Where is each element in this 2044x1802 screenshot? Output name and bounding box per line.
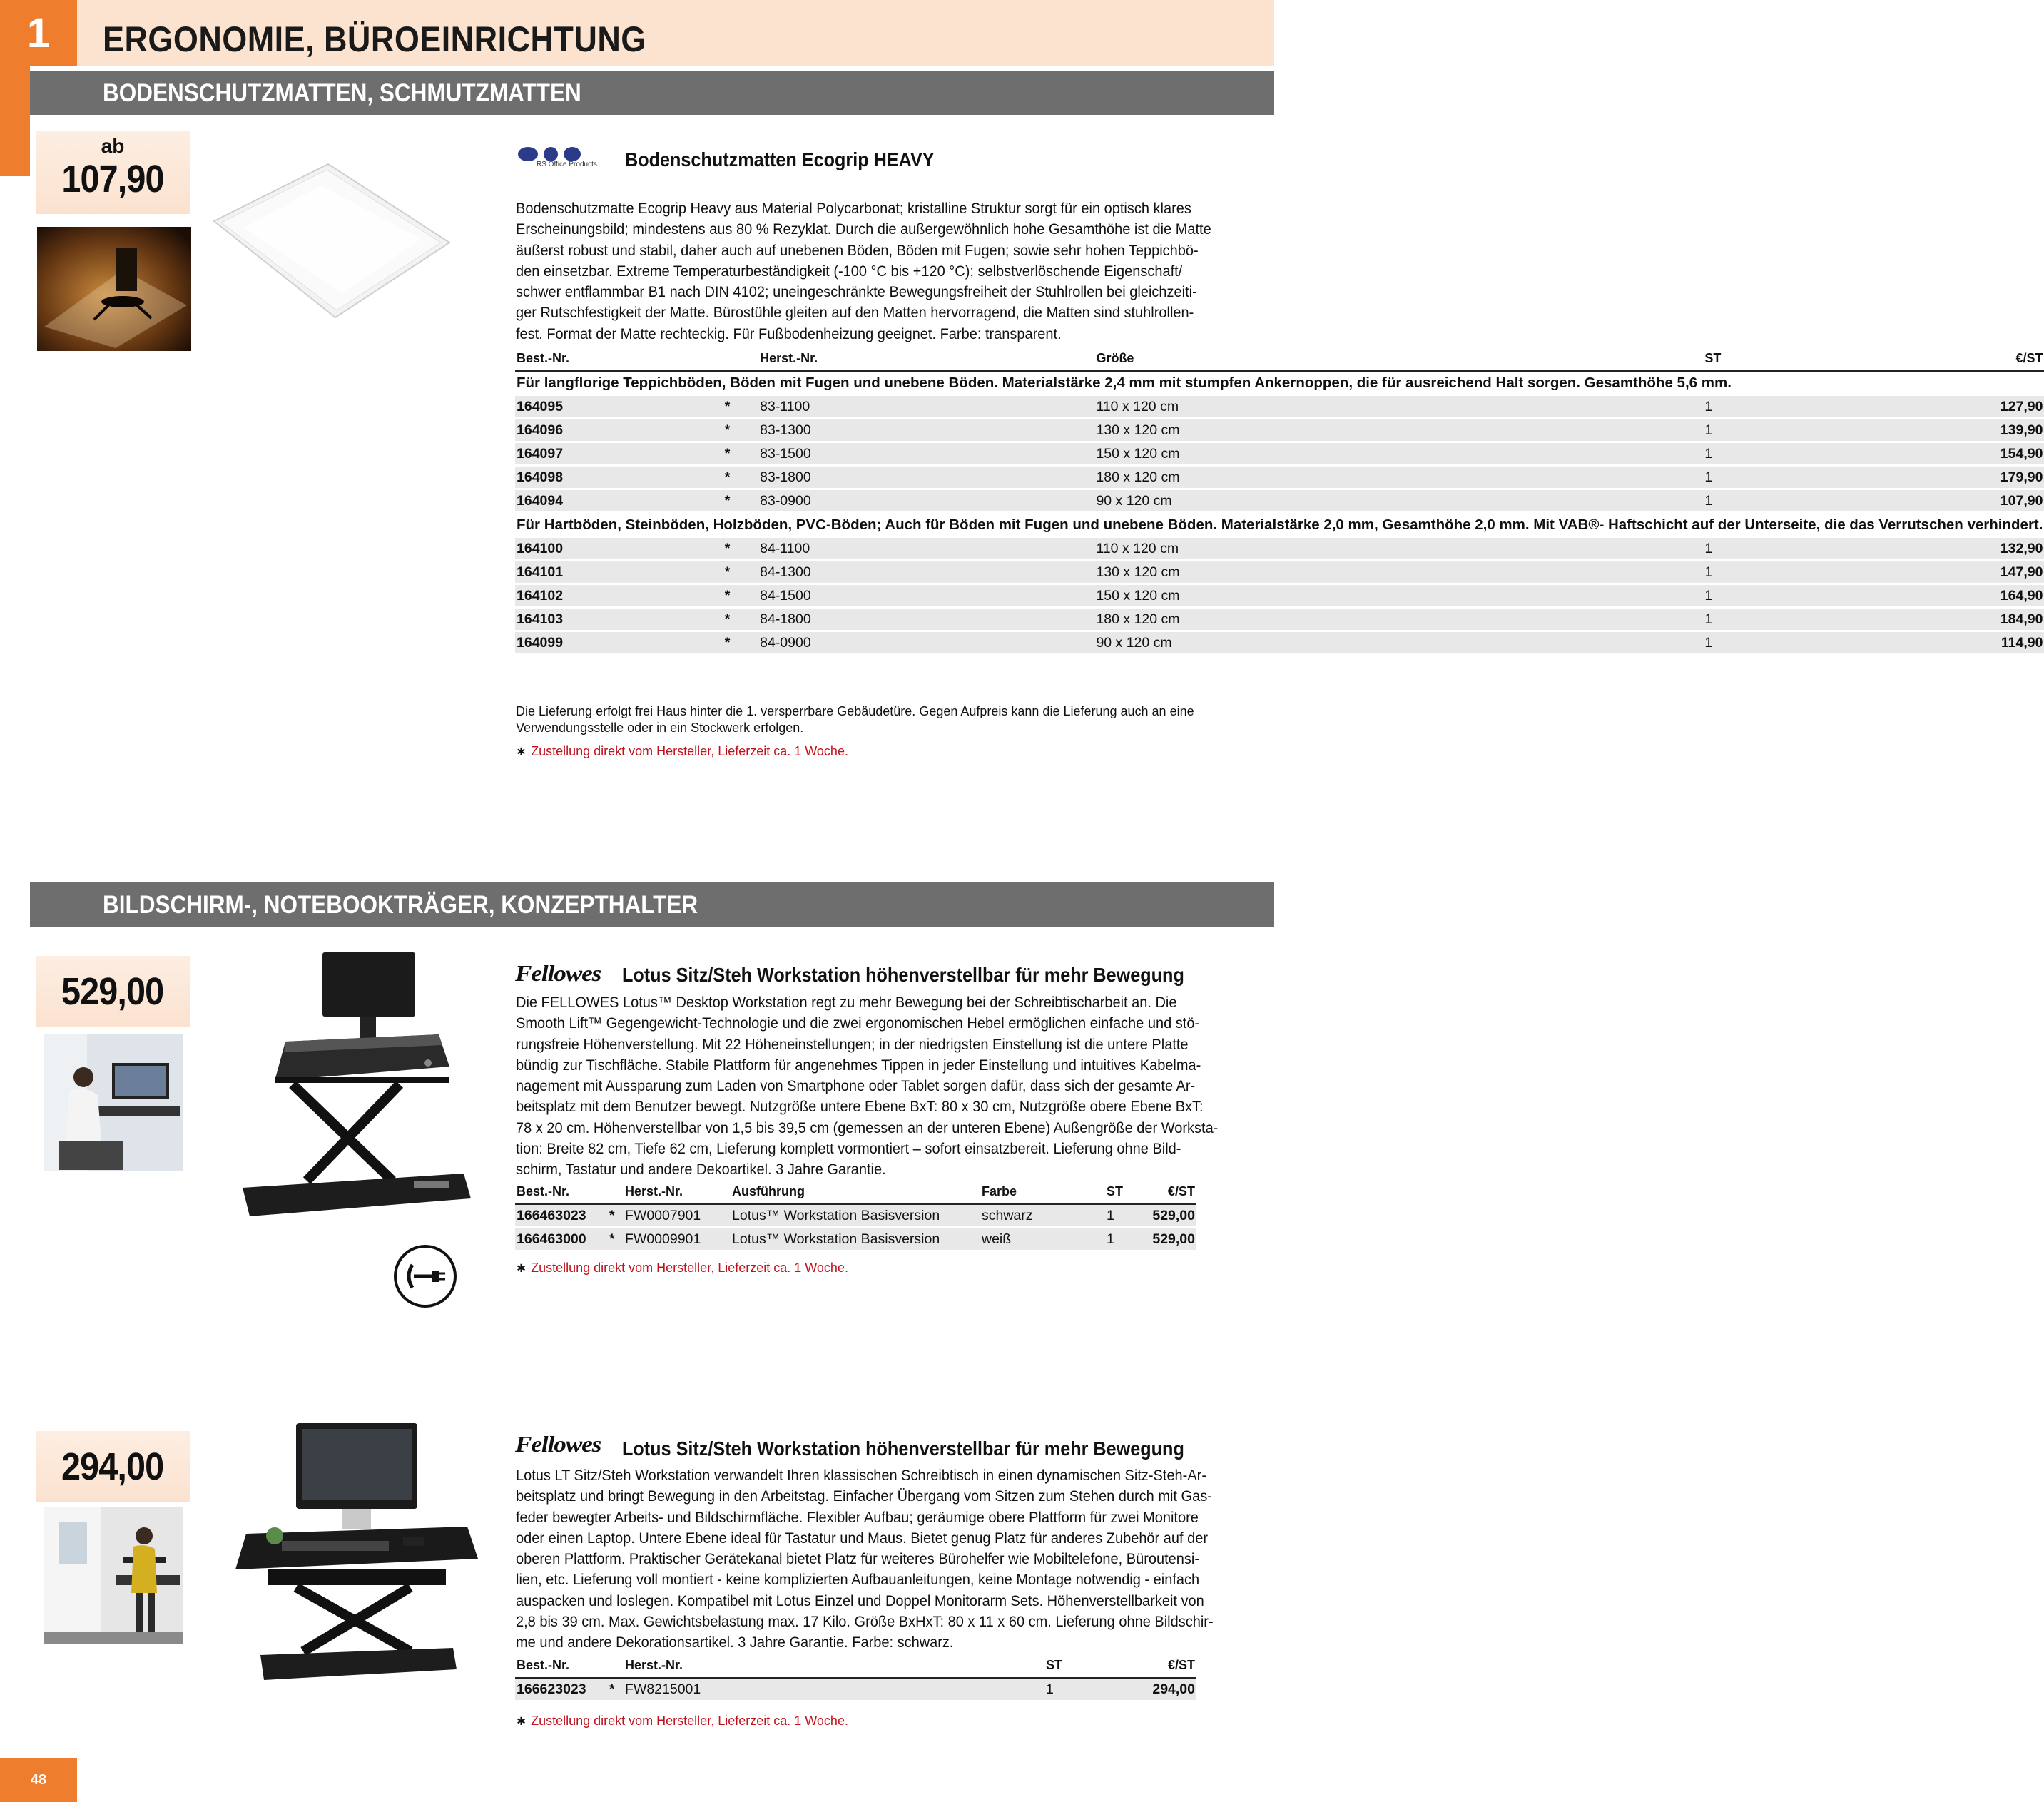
description-line: beitsplatz mit dem Benutzer bewegt. Nutzgröße untere Ebene BxT: 80 x 30 cm, Nutzgröße obere Ebene BxT: <box>516 1098 1204 1116</box>
cell-best-nr: 164102 <box>515 584 723 608</box>
cell-star: * <box>723 466 758 489</box>
cell-herst-nr: 84-1800 <box>758 608 1094 631</box>
cell-herst-nr: 84-1100 <box>758 537 1094 561</box>
cell-price: 184,90 <box>1864 608 2044 631</box>
description-line: beitsplatz und bringt Bewegung in den Arbeitstag. Einfacher Übergang vom Sitzen zum Stehen durch mit Gas- <box>516 1487 1212 1505</box>
cell-price: 127,90 <box>1864 395 2044 419</box>
cell-variant: Lotus™ Workstation Basisversion <box>731 1228 980 1251</box>
cell-st: 1 <box>1703 537 1863 561</box>
col-header-st: ST <box>1703 348 1863 371</box>
cell-star: * <box>723 489 758 513</box>
cell-star: * <box>723 561 758 584</box>
cell-best-nr: 164103 <box>515 608 723 631</box>
product-title-ecogrip: Bodenschutzmatten Ecogrip HEAVY <box>625 148 935 170</box>
cell-st: 1 <box>1105 1228 1141 1251</box>
cell-price: 139,90 <box>1864 419 2044 442</box>
col-header-st: ST <box>1105 1181 1141 1204</box>
brand-logo-fellowes: Fellowes <box>515 960 601 986</box>
section-title: BILDSCHIRM-, NOTEBOOKTRÄGER, KONZEPTHALTER <box>103 891 698 919</box>
product-image-lotus-lt-workstation <box>196 1416 489 1701</box>
cell-st: 1 <box>1703 442 1863 466</box>
description-line: nagement mit Aussparung zum Laden von Smartphone oder Tablet sorgen dafür, dass sich der gesamte Ar- <box>516 1077 1196 1095</box>
brand-name: RS Office Products <box>537 161 597 168</box>
price-value: 294,00 <box>61 1445 164 1488</box>
description-line: Smooth Lift™ Gegengewicht-Technologie und die zwei ergonomischen Hebel ermöglichen einfache und stö- <box>516 1014 1200 1032</box>
cell-size: 130 x 120 cm <box>1094 561 1703 584</box>
table-row <box>515 608 2044 631</box>
group-description-2: Für Hartböden, Steinböden, Holzböden, PVC-Böden; Auch für Böden mit Fugen und unebene Böden. Materialstärke 2,0 mm, Gesamthöhe 2,0 mm. Mit VAB®- Haftschicht auf der Unterseite, die das Verrutschen verhindert. <box>515 513 2044 537</box>
product-description-lotus-lt <box>516 1465 1214 1654</box>
col-header-herst-nr: Herst.-Nr. <box>624 1655 1044 1678</box>
table-row <box>515 489 2044 513</box>
col-header-price: €/ST <box>1141 1181 1196 1204</box>
cell-herst-nr: 83-1500 <box>758 442 1094 466</box>
table-row <box>515 395 2044 419</box>
col-header-farbe: Farbe <box>980 1181 1105 1204</box>
product-image-lotus-workstation <box>200 945 478 1238</box>
table-row <box>515 537 2044 561</box>
page-title: ERGONOMIE, BÜROEINRICHTUNG <box>103 19 646 59</box>
description-line: schwer entflammbar B1 nach DIN 4102; uneingeschränkte Bewegungsfreiheit der Stuhlrollen bei gleichzeiti- <box>516 283 1197 301</box>
col-header-price: €/ST <box>1864 348 2044 371</box>
description-line: feder bewegter Arbeits- und Bildschirmfläche. Flexibler Aufbau; geräumige obere Plattform für zwei Monitore <box>516 1508 1199 1526</box>
cell-star: * <box>723 419 758 442</box>
cell-herst-nr: 84-0900 <box>758 631 1094 655</box>
price-box-lotus-lt <box>36 1431 190 1502</box>
cell-star: * <box>608 1204 624 1228</box>
description-line: bündig zur Tischfläche. Stabile Plattform für angenehmes Tippen in jeder Einstellung und intuitives Kabelma- <box>516 1056 1201 1074</box>
cell-star: * <box>723 442 758 466</box>
product-title-lotus: Lotus Sitz/Steh Workstation höhenverstellbar für mehr Bewegung <box>622 964 1184 986</box>
section-title: BODENSCHUTZMATTEN, SCHMUTZMATTEN <box>103 79 581 107</box>
asterisk-icon: ∗ <box>516 1261 527 1275</box>
cell-size: 180 x 120 cm <box>1094 608 1703 631</box>
table-row <box>515 584 2044 608</box>
col-header-best-nr: Best.-Nr. <box>515 1181 608 1204</box>
cell-best-nr: 166623023 <box>515 1678 608 1701</box>
delivery-note <box>516 1714 848 1729</box>
cell-st: 1 <box>1105 1204 1141 1228</box>
cell-price: 529,00 <box>1141 1228 1196 1251</box>
cell-st: 1 <box>1703 395 1863 419</box>
section-bar-bildschirmtraeger <box>30 882 1274 927</box>
col-header-best-nr: Best.-Nr. <box>515 1655 608 1678</box>
cell-size: 90 x 120 cm <box>1094 631 1703 655</box>
cell-star: * <box>723 608 758 631</box>
cell-star: * <box>723 537 758 561</box>
cell-herst-nr: 83-1300 <box>758 419 1094 442</box>
delivery-note <box>516 744 848 759</box>
col-header-price: €/ST <box>1116 1655 1196 1678</box>
cell-size: 110 x 120 cm <box>1094 537 1703 561</box>
table-row <box>515 1204 1196 1228</box>
cell-st: 1 <box>1703 419 1863 442</box>
product-photo-lotus-lt-office <box>44 1507 183 1644</box>
delivery-note <box>516 1261 848 1276</box>
page-number: 48 <box>0 1758 77 1802</box>
cell-best-nr: 164095 <box>515 395 723 419</box>
price-box-lotus <box>36 956 190 1027</box>
col-header-herst-nr: Herst.-Nr. <box>624 1181 731 1204</box>
cell-herst-nr: 84-1300 <box>758 561 1094 584</box>
cell-price: 294,00 <box>1116 1678 1196 1701</box>
description-line: äußerst robust und stabil, daher auch auf unebenen Böden, Böden mit Fugen; sowie sehr hohen Teppichbö- <box>516 241 1199 259</box>
cell-best-nr: 164099 <box>515 631 723 655</box>
description-line: Erscheinungsbild; mindestens aus 80 % Rezyklat. Durch die außergewöhnlich hohe Gesamthöhe ist die Matte <box>516 220 1211 238</box>
col-header-st: ST <box>1044 1655 1116 1678</box>
cell-size: 180 x 120 cm <box>1094 466 1703 489</box>
side-accent-strip <box>0 66 30 176</box>
price-prefix: ab <box>101 135 125 157</box>
table-row <box>515 419 2044 442</box>
description-line: den einsetzbar. Extreme Temperaturbeständigkeit (-100 °C bis +120 °C); selbstverlöschende Eigenschaft/ <box>516 262 1183 280</box>
cell-best-nr: 164101 <box>515 561 723 584</box>
chapter-number: 1 <box>0 0 77 66</box>
cell-size: 110 x 120 cm <box>1094 395 1703 419</box>
cell-color: weiß <box>980 1228 1105 1251</box>
section-bar-bodenschutzmatten <box>30 71 1274 115</box>
price-box-ecogrip <box>36 131 190 214</box>
description-line: auspacken und loslegen. Kompatibel mit Lotus Einzel und Doppel Monitorarm Sets. Höhenverstellbarkeit von <box>516 1592 1204 1609</box>
col-header-herst-nr: Herst.-Nr. <box>758 348 1094 371</box>
description-line: rungsfreie Höhenverstellung. Mit 22 Höheneinstellungen; in der niedrigsten Einstellung ist die untere Platte <box>516 1035 1189 1053</box>
product-table-ecogrip <box>515 348 2044 656</box>
delivery-info-note: Die Lieferung erfolgt frei Haus hinter die 1. versperrbare Gebäudetüre. Gegen Aufpreis kann die Lieferung auch an eine Verwendungsstelle oder in ein Stockwerk erfolgen. <box>516 704 1194 735</box>
price-value: 529,00 <box>61 970 164 1013</box>
cell-price: 529,00 <box>1141 1204 1196 1228</box>
cell-size: 90 x 120 cm <box>1094 489 1703 513</box>
electric-plug-icon <box>392 1243 458 1309</box>
description-line: oder einen Laptop. Untere Ebene ideal für Tastatur und Maus. Bietet genug Platz für anderes Zubehör auf der <box>516 1529 1209 1547</box>
cell-st: 1 <box>1703 561 1863 584</box>
cell-price: 114,90 <box>1864 631 2044 655</box>
cell-size: 150 x 120 cm <box>1094 442 1703 466</box>
col-header-best-nr: Best.-Nr. <box>515 348 723 371</box>
asterisk-icon: ∗ <box>516 1714 527 1728</box>
cell-st: 1 <box>1703 489 1863 513</box>
cell-price: 164,90 <box>1864 584 2044 608</box>
description-line: Die FELLOWES Lotus™ Desktop Workstation regt zu mehr Bewegung bei der Schreibtischarbeit an. Die <box>516 994 1177 1011</box>
cell-price: 154,90 <box>1864 442 2044 466</box>
cell-price: 107,90 <box>1864 489 2044 513</box>
cell-star: * <box>608 1228 624 1251</box>
product-photo-lotus-office <box>44 1034 183 1171</box>
cell-price: 179,90 <box>1864 466 2044 489</box>
description-line: tion: Breite 82 cm, Tiefe 62 cm, Lieferung komplett vormontiert – sofort einsatzbereit. Lieferung ohne Bild- <box>516 1140 1181 1158</box>
delivery-note-text: Zustellung direkt vom Hersteller, Lieferzeit ca. 1 Woche. <box>531 1261 848 1275</box>
cell-star: * <box>723 395 758 419</box>
cell-herst-nr: 83-1800 <box>758 466 1094 489</box>
brand-logo-fellowes: Fellowes <box>515 1431 601 1457</box>
price-value: 107,90 <box>61 158 164 200</box>
group-description-1: Für langflorige Teppichböden, Böden mit Fugen und unebene Böden. Materialstärke 2,4 mm mit stumpfen Ankernoppen, die für ausreichend Halt sorgen. Gesamthöhe 5,6 mm. <box>515 371 2044 395</box>
description-line: 78 x 20 cm. Höhenverstellbar von 1,5 bis 39,5 cm (gemessen an der unteren Ebene) Außengröße der Worksta- <box>516 1119 1219 1136</box>
cell-herst-nr: 83-1100 <box>758 395 1094 419</box>
table-row <box>515 466 2044 489</box>
brand-logo-rs-office-products <box>515 144 621 170</box>
cell-best-nr: 164098 <box>515 466 723 489</box>
cell-size: 130 x 120 cm <box>1094 419 1703 442</box>
cell-color: schwarz <box>980 1204 1105 1228</box>
table-row <box>515 1228 1196 1251</box>
cell-herst-nr: FW0007901 <box>624 1204 731 1228</box>
cell-herst-nr: 84-1500 <box>758 584 1094 608</box>
cell-best-nr: 164100 <box>515 537 723 561</box>
product-title-lotus-lt: Lotus Sitz/Steh Workstation höhenverstellbar für mehr Bewegung <box>622 1437 1184 1460</box>
cell-star: * <box>723 584 758 608</box>
table-row <box>515 442 2044 466</box>
description-line: lien, etc. Lieferung voll montiert - keine komplizierten Aufbauanleitungen, keine Montage notwendig - einfach <box>516 1571 1200 1589</box>
cell-star: * <box>608 1678 624 1701</box>
cell-herst-nr: 83-0900 <box>758 489 1094 513</box>
col-header-ausfuehrung: Ausführung <box>731 1181 980 1204</box>
product-photo-office-mat <box>37 227 191 351</box>
col-header-groesse: Größe <box>1094 348 1703 371</box>
cell-best-nr: 164094 <box>515 489 723 513</box>
cell-st: 1 <box>1703 584 1863 608</box>
cell-st: 1 <box>1703 466 1863 489</box>
description-line: 2,8 bis 39 cm. Max. Gewichtsbelastung max. 17 Kilo. Größe BxHxT: 80 x 11 x 60 cm. Lieferung ohne Bildschir- <box>516 1613 1214 1631</box>
description-line: ger Rutschfestigkeit der Matte. Bürostühle gleiten auf den Matten hervorragend, die Matten sind stuhlrollen- <box>516 304 1194 322</box>
cell-best-nr: 164097 <box>515 442 723 466</box>
cell-st: 1 <box>1703 608 1863 631</box>
description-line: fest. Format der Matte rechteckig. Für Fußbodenheizung geeignet. Farbe: transparent. <box>516 325 1062 342</box>
description-line: Lotus LT Sitz/Steh Workstation verwandelt Ihren klassischen Schreibtisch in einen dynamischen Sitz-Steh-Ar- <box>516 1467 1206 1484</box>
asterisk-icon: ∗ <box>516 744 527 758</box>
product-table-lotus-lt <box>515 1655 1196 1702</box>
description-line: me und andere Dekorationsartikel. 3 Jahre Garantie. Farbe: schwarz. <box>516 1634 954 1651</box>
product-image-floor-mat <box>207 157 457 328</box>
table-row <box>515 561 2044 584</box>
cell-best-nr: 164096 <box>515 419 723 442</box>
description-line: Bodenschutzmatte Ecogrip Heavy aus Material Polycarbonat; kristalline Struktur sorgt für ein optisch klares <box>516 200 1191 217</box>
table-row <box>515 631 2044 655</box>
cell-size: 150 x 120 cm <box>1094 584 1703 608</box>
cell-best-nr: 166463023 <box>515 1204 608 1228</box>
product-description-lotus <box>516 992 1219 1181</box>
delivery-note-text: Zustellung direkt vom Hersteller, Lieferzeit ca. 1 Woche. <box>531 1714 848 1728</box>
description-line: schirm, Tastatur und andere Dekoartikel. 3 Jahre Garantie. <box>516 1161 886 1179</box>
cell-price: 147,90 <box>1864 561 2044 584</box>
description-line: oberen Plattform. Praktischer Gerätekanal bietet Platz für weiteres Bürohelfer wie Mobiltelefone, Büroutensi- <box>516 1550 1200 1568</box>
table-row <box>515 1678 1196 1701</box>
delivery-note-text: Zustellung direkt vom Hersteller, Lieferzeit ca. 1 Woche. <box>531 744 848 758</box>
cell-best-nr: 166463000 <box>515 1228 608 1251</box>
cell-variant: Lotus™ Workstation Basisversion <box>731 1204 980 1228</box>
cell-price: 132,90 <box>1864 537 2044 561</box>
cell-st: 1 <box>1703 631 1863 655</box>
cell-star: * <box>723 631 758 655</box>
cell-herst-nr: FW0009901 <box>624 1228 731 1251</box>
cell-st: 1 <box>1044 1678 1116 1701</box>
product-description-ecogrip <box>516 198 1211 345</box>
product-table-lotus <box>515 1181 1196 1252</box>
cell-herst-nr: FW8215001 <box>624 1678 1044 1701</box>
